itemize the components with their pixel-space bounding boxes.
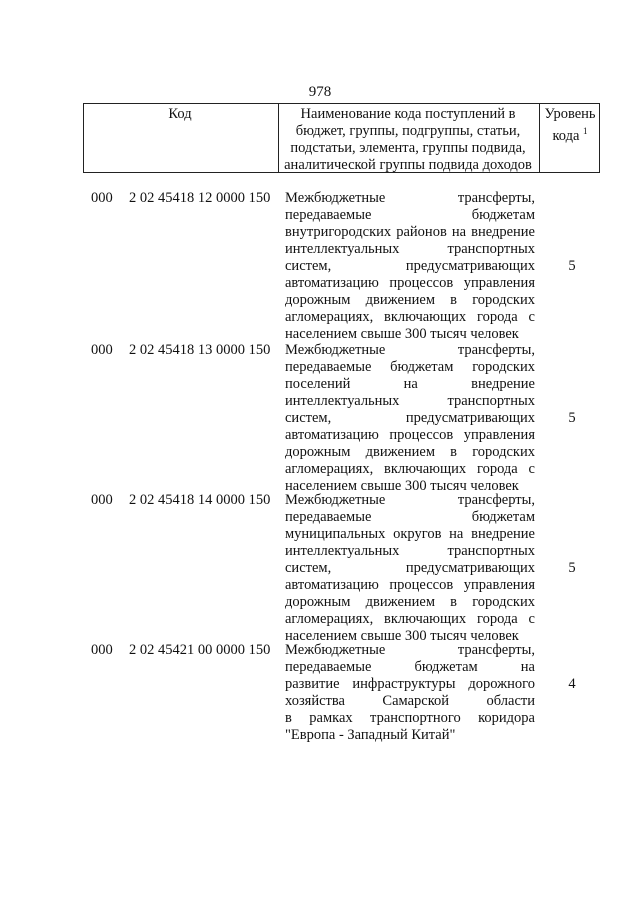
header-level-text: кода (552, 127, 580, 144)
row-name-word: транспортных (447, 393, 535, 409)
row-name-line: агломерациях, включающих города с (285, 461, 535, 477)
header-name-line: бюджет, группы, подгруппы, статьи, (295, 123, 521, 139)
row-name-word: бюджетам (471, 509, 535, 525)
row-prefix: 000 (91, 492, 113, 508)
row-name-word: трансферты, (457, 492, 535, 508)
row-name-line: внутригородских районов на внедрение (285, 224, 535, 240)
row-name-line (285, 509, 535, 526)
row-name-word: на (520, 659, 535, 675)
row-name-line: агломерациях, включающих города с (285, 611, 535, 627)
row-prefix: 000 (91, 190, 113, 206)
header-name-line: подстатьи, элемента, группы подвида, (290, 140, 526, 156)
header-level-line1: Уровень (544, 106, 596, 122)
row-name-line (285, 642, 535, 659)
row-name-word: Межбюджетные (285, 342, 386, 358)
row-level: 4 (568, 676, 576, 692)
row-name-line: населением свыше 300 тысяч человек (285, 478, 519, 494)
row-name-word: систем, (285, 410, 332, 426)
header-level-footnote: 1 (583, 126, 588, 136)
row-name-line: автоматизацию процессов управления (285, 427, 535, 443)
row-name-word: интеллектуальных (285, 543, 400, 559)
row-name (285, 642, 535, 744)
row-name-word: бюджетам (471, 207, 535, 223)
row-name-line (285, 342, 535, 359)
row-name-word: предусматривающих (405, 410, 535, 426)
row-name-word: внедрение (471, 376, 535, 392)
row-name-line: агломерациях, включающих города с (285, 309, 535, 325)
header-level (540, 106, 600, 145)
row-name-line (285, 560, 535, 577)
row-name-line: дорожным движением в городских (285, 444, 535, 460)
row-name-line: населением свыше 300 тысяч человек (285, 628, 519, 644)
row-level: 5 (568, 560, 576, 576)
row-name-word: поселений (285, 376, 351, 392)
row-name (285, 190, 535, 343)
row-name-word: передаваемые (285, 207, 372, 223)
row-name-word: передаваемые (285, 659, 372, 675)
row-name-word: предусматривающих (405, 258, 535, 274)
row-name-line (285, 376, 535, 393)
row-name-line (285, 659, 535, 676)
row-name-word: бюджетам (414, 659, 478, 675)
row-name-line: развитие инфраструктуры дорожного (285, 676, 535, 692)
row-name-line (285, 543, 535, 560)
header-name (279, 106, 537, 174)
row-name-line: населением свыше 300 тысяч человек (285, 326, 519, 342)
row-name-line: автоматизацию процессов управления (285, 577, 535, 593)
row-level: 5 (568, 258, 576, 274)
row-name-word: систем, (285, 560, 332, 576)
row-name-line (285, 207, 535, 224)
row-code: 2 02 45421 00 0000 150 (129, 642, 271, 658)
row-name-word: Межбюджетные (285, 642, 386, 658)
row-name-line (285, 393, 535, 410)
row-code: 2 02 45418 13 0000 150 (129, 342, 271, 358)
row-name-word: Самарской (382, 693, 450, 709)
row-name-line (285, 258, 535, 275)
row-level: 5 (568, 410, 576, 426)
row-name-word: предусматривающих (405, 560, 535, 576)
row-name-line: в рамках транспортного коридора (285, 710, 535, 726)
header-name-line: аналитической группы подвида доходов (284, 157, 532, 173)
row-name-word: трансферты, (457, 190, 535, 206)
row-name-word: передаваемые (285, 509, 372, 525)
row-name (285, 342, 535, 495)
row-name-line: муниципальных округов на внедрение (285, 526, 535, 542)
row-name-word: хозяйства (285, 693, 345, 709)
row-name-line (285, 190, 535, 207)
row-name-line (285, 241, 535, 258)
row-name-line: "Европа - Западный Китай" (285, 727, 456, 743)
row-name-line (285, 492, 535, 509)
row-prefix: 000 (91, 342, 113, 358)
row-name-word: транспортных (447, 241, 535, 257)
row-name-word: интеллектуальных (285, 393, 400, 409)
row-name-line: передаваемые бюджетам городских (285, 359, 535, 375)
row-name (285, 492, 535, 645)
row-name-line: дорожным движением в городских (285, 594, 535, 610)
row-name-line (285, 693, 535, 710)
row-name-line (285, 410, 535, 427)
row-code: 2 02 45418 14 0000 150 (129, 492, 271, 508)
row-name-word: Межбюджетные (285, 492, 386, 508)
row-name-word: области (486, 693, 535, 709)
row-name-word: интеллектуальных (285, 241, 400, 257)
row-name-line: дорожным движением в городских (285, 292, 535, 308)
row-prefix: 000 (91, 642, 113, 658)
header-code: Код (168, 106, 192, 122)
row-code: 2 02 45418 12 0000 150 (129, 190, 271, 206)
row-name-word: транспортных (447, 543, 535, 559)
page-number: 978 (308, 84, 332, 100)
row-name-word: на (403, 376, 418, 392)
table-header (83, 103, 600, 173)
row-name-word: систем, (285, 258, 332, 274)
row-name-word: Межбюджетные (285, 190, 386, 206)
row-name-word: трансферты, (457, 342, 535, 358)
header-level-line2 (540, 123, 600, 145)
row-name-line: автоматизацию процессов управления (285, 275, 535, 291)
row-name-word: трансферты, (457, 642, 535, 658)
header-name-line: Наименование кода поступлений в (300, 106, 516, 122)
